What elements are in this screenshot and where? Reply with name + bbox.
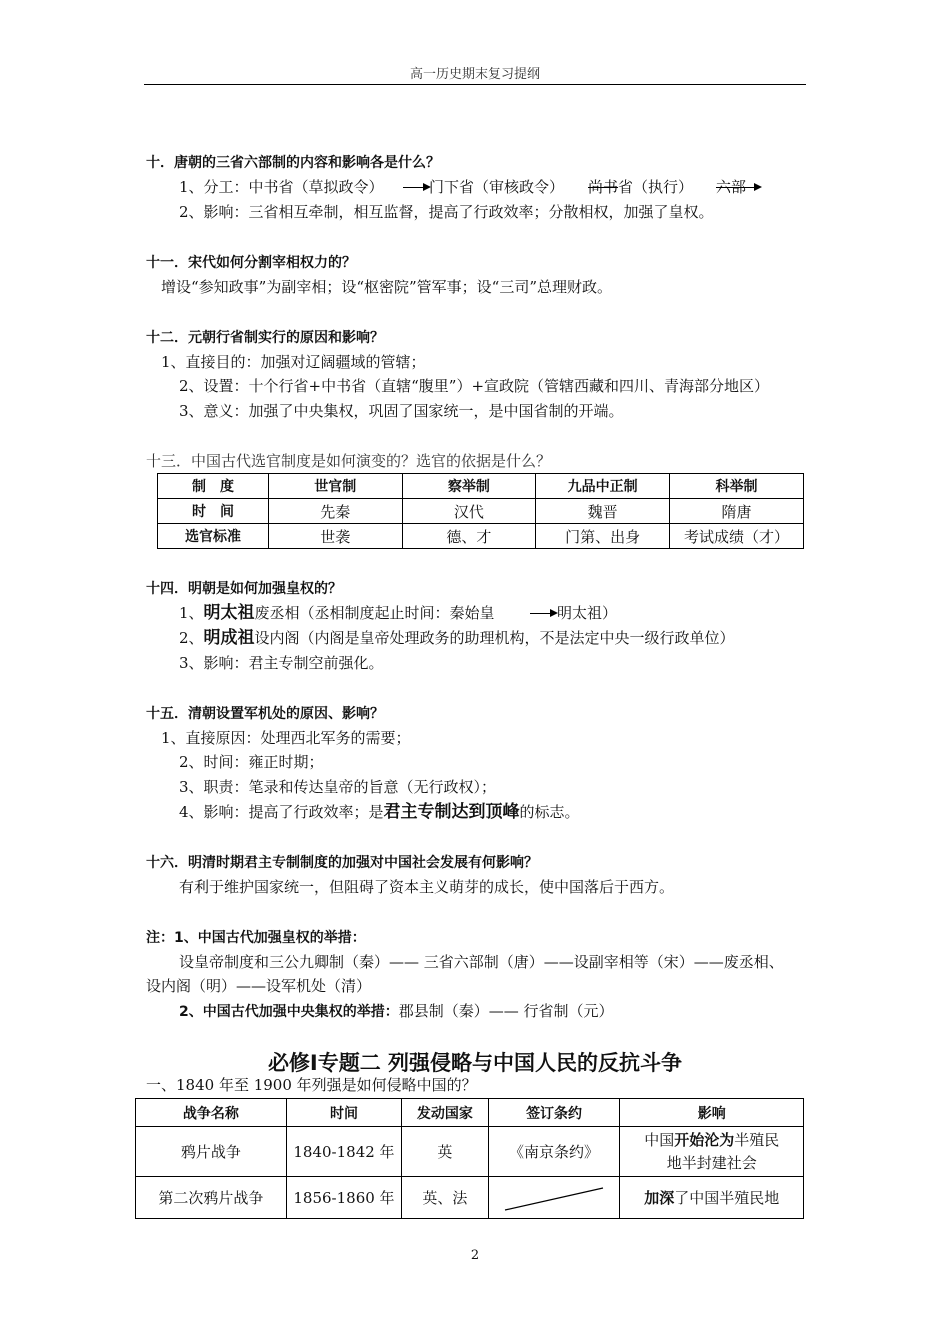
q14-line2-num: 2、: [179, 629, 204, 647]
q10-line1-b: 门下省（审核政令）: [429, 178, 565, 196]
q15-line4-emphasis: 君主专制达到顶峰: [383, 802, 520, 822]
q15-line4: [179, 802, 580, 822]
note-title: 注：1、中国古代加强皇权的举措：: [146, 930, 366, 946]
q16-title: 十六．明清时期君主专制制度的加强对中国社会发展有何影响？: [146, 855, 538, 871]
q10-line2: 2、影响：三省相互牵制，相互监督，提高了行政效率；分散相权，加强了皇权。: [179, 203, 714, 221]
impact-text: 了中国半殖民地: [674, 1189, 780, 1207]
table-cell: 鸦片战争: [136, 1127, 287, 1177]
q12-title: 十二．元朝行省制实行的原因和影响？: [146, 330, 384, 346]
wars-table: [135, 1098, 804, 1219]
section2-title: 必修Ⅰ专题二 列强侵略与中国人民的反抗斗争: [267, 1051, 683, 1075]
table-cell: 英、法: [402, 1177, 489, 1219]
table-cell: [620, 1177, 804, 1219]
table-row-head: 时 间: [158, 499, 269, 524]
impact-text: 半殖民: [734, 1130, 780, 1149]
note-line2: 设内阁（明）——设军机处（清）: [146, 977, 372, 995]
table-cell: 1856-1860 年: [286, 1177, 401, 1219]
q10-title: 十．唐朝的三省六部制的内容和影响各是什么？: [146, 155, 440, 171]
note-line3: [179, 1001, 614, 1022]
table-cell: 世袭: [269, 524, 403, 549]
q10-line1-c: 尚书省（执行）: [588, 178, 694, 196]
table-cell: 汉代: [402, 499, 536, 524]
section2-question: 一、1840 年至 1900 年列强是如何侵略中国的？: [146, 1076, 477, 1094]
q14-line1-emperor: 明太祖: [203, 603, 255, 623]
table-cell: 先秦: [269, 499, 403, 524]
table-cell: [620, 1127, 804, 1177]
table-cell: 德、才: [402, 524, 536, 549]
q12-line3: 3、意义：加强了中央集权，巩固了国家统一，是中国省制的开端。: [179, 402, 624, 420]
table-header-row: [158, 474, 804, 499]
q15-line4-a: 4、影响：提高了行政效率；是: [179, 803, 384, 821]
note-line1: 设皇帝制度和三公九卿制（秦）—— 三省六部制（唐）——设副宰相等（宋）——废丞相、: [179, 953, 784, 971]
table-header-cell: 制 度: [158, 474, 269, 499]
table-cell: 隋唐: [670, 499, 804, 524]
impact-text: 中国: [644, 1130, 675, 1149]
page-header: 高一历史期末复习提纲: [409, 67, 540, 82]
table-row: [158, 499, 804, 524]
q10-line1-a: 1、分工：中书省（草拟政令）: [179, 178, 384, 196]
impact-emphasis: 加深: [644, 1189, 675, 1207]
q10-line1-d: 六部: [716, 178, 747, 196]
table-header-cell: 影响: [620, 1099, 804, 1127]
table-header-row: [136, 1099, 804, 1127]
table-cell: 门第、出身: [536, 524, 670, 549]
q15-title: 十五．清朝设置军机处的原因、影响？: [146, 706, 384, 722]
selection-system-table: [157, 473, 804, 549]
empty-treaty-cell: [488, 1177, 620, 1219]
table-cell: 考试成绩（才）: [670, 524, 804, 549]
arrow-icon: [588, 187, 618, 188]
table-header-cell: 九品中正制: [536, 474, 670, 499]
page-number: 2: [470, 1248, 480, 1263]
table-row: [158, 524, 804, 549]
q14-line1: [179, 603, 495, 623]
q14-line1-num: 1、: [179, 604, 204, 622]
table-header-cell: 发动国家: [402, 1099, 489, 1127]
q15-line2: 2、时间：雍正时期；: [179, 753, 324, 771]
table-header-cell: 战争名称: [136, 1099, 287, 1127]
q14-line2-emperor: 明成祖: [203, 628, 255, 648]
table-header-cell: 签订条约: [488, 1099, 620, 1127]
q13-title: 十三．中国古代选官制度是如何演变的？选官的依据是什么？: [146, 452, 552, 470]
arrow-icon: [716, 187, 756, 188]
q15-line4-b: 的标志。: [519, 803, 580, 821]
q11-title: 十一．宋代如何分割宰相权力的？: [146, 255, 356, 271]
q14-line2: [179, 628, 735, 648]
note-line3-rest: 郡县制（秦）—— 行省制（元）: [398, 1002, 614, 1020]
table-cell: 魏晋: [536, 499, 670, 524]
header-rule: [144, 84, 806, 85]
table-row: [136, 1177, 804, 1219]
impact-text: 地半封建社会: [666, 1153, 757, 1172]
table-header-cell: 察举制: [402, 474, 536, 499]
note-line3-bold: 2、中国古代加强中央集权的举措：: [179, 1004, 399, 1020]
impact-emphasis: 开始沦为: [674, 1130, 735, 1149]
table-cell: 英: [402, 1127, 489, 1177]
q12-line2: 2、设置：十个行省+中书省（直辖“腹里”）+宣政院（管辖西藏和四川、青海部分地区）: [179, 377, 770, 395]
q14-title: 十四．明朝是如何加强皇权的？: [146, 581, 342, 597]
arrow-head-icon: [754, 183, 762, 191]
table-row: [136, 1127, 804, 1177]
table-header-cell: 科举制: [670, 474, 804, 499]
table-cell: 第二次鸦片战争: [136, 1177, 287, 1219]
table-header-cell: 时间: [286, 1099, 401, 1127]
q12-line1: 1、直接目的：加强对辽阔疆域的管辖；: [161, 353, 426, 371]
table-cell: 《南京条约》: [488, 1127, 620, 1177]
q15-line1: 1、直接原因：处理西北军务的需要；: [161, 729, 411, 747]
table-cell: 1840-1842 年: [286, 1127, 401, 1177]
q14-line1-text: 废丞相（丞相制度起止时间：秦始皇: [254, 604, 495, 622]
q11-line1: 增设“参知政事”为副宰相；设“枢密院”管军事；设“三司”总理财政。: [161, 278, 613, 296]
q14-line3: 3、影响：君主专制空前强化。: [179, 654, 384, 672]
q16-line1: 有利于维护国家统一，但阻碍了资本主义萌芽的成长，使中国落后于西方。: [179, 878, 675, 896]
table-header-cell: 世官制: [269, 474, 403, 499]
table-row-head: 选官标准: [158, 524, 269, 549]
q14-line2-text: 设内阁（内阁是皇帝处理政务的助理机构，不是法定中央一级行政单位）: [254, 629, 735, 647]
diagonal-slash-icon: [499, 1180, 609, 1216]
q15-line3: 3、职责：笔录和传达皇帝的旨意（无行政权）；: [179, 778, 497, 796]
q14-line1-end: 明太祖）: [557, 604, 618, 622]
